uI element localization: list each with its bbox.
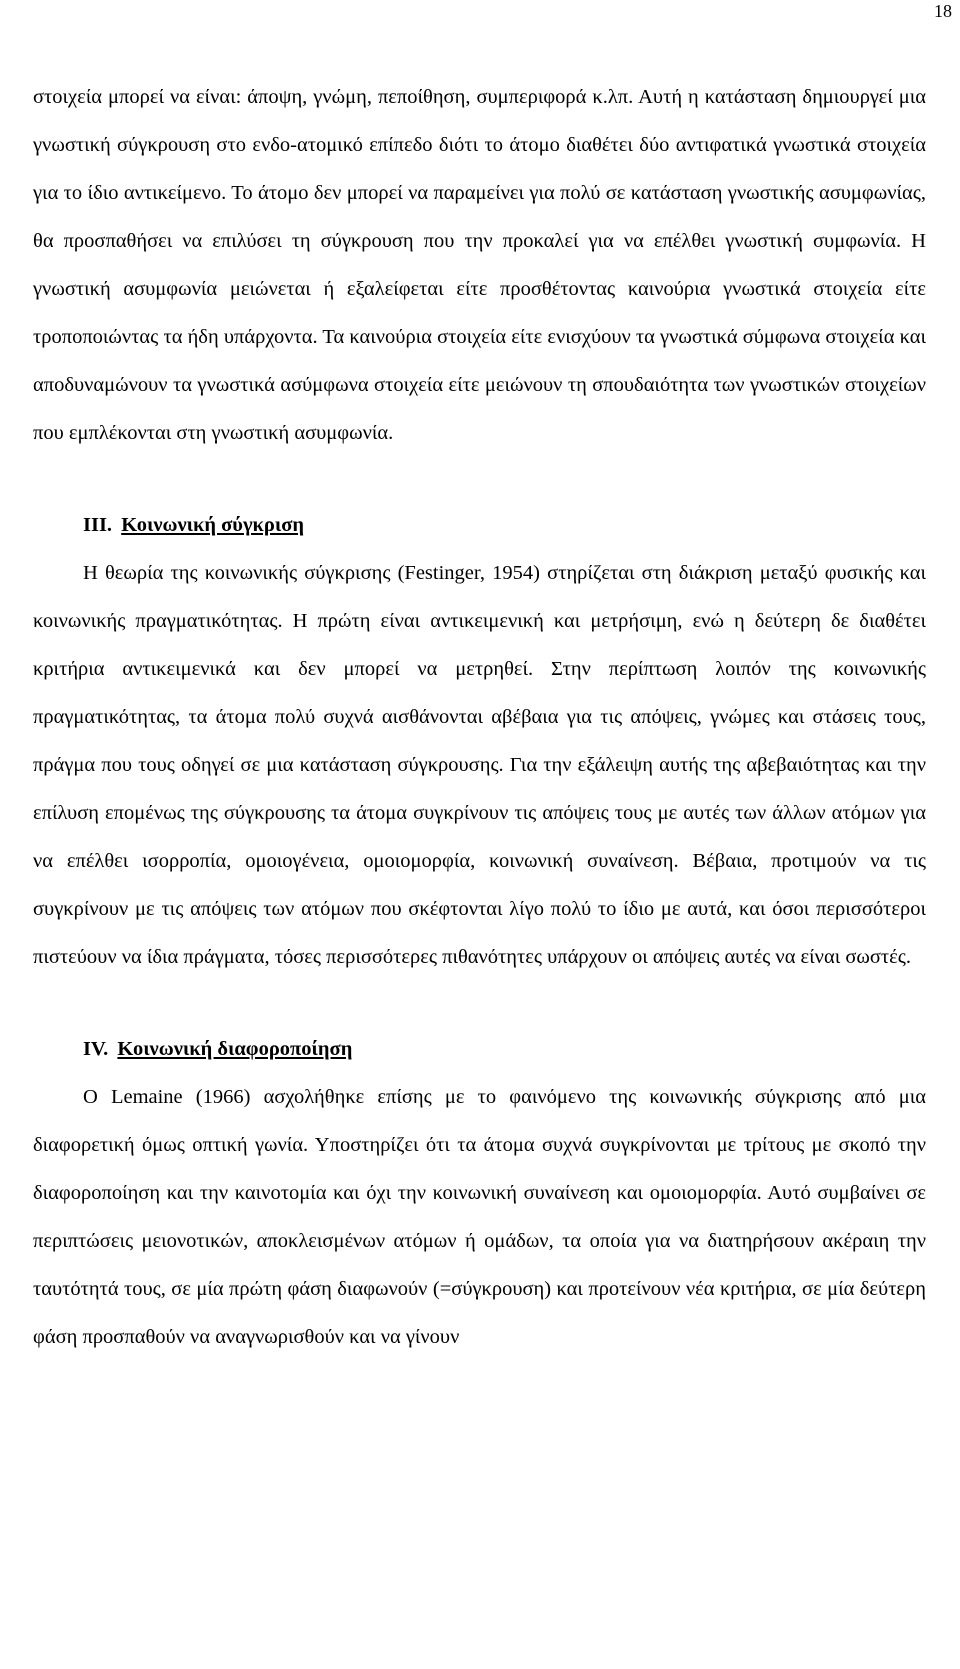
- document-body: [33, 73, 926, 1361]
- section-heading-social-comparison: [33, 501, 926, 549]
- section-heading-social-differentiation: [33, 1025, 926, 1073]
- page-number: 18: [934, 1, 952, 21]
- section-title: Κοινωνική σύγκριση: [121, 514, 305, 536]
- section-numeral: III.: [83, 514, 113, 536]
- paragraph-social-differentiation: Ο Lemaine (1966) ασχολήθηκε επίσης με το φαινόμενο της κοινωνικής σύγκρισης από μια διαφορετική όμως οπτική γωνία. Υποστηρίζει ότι τα άτομα συχνά συγκρίνονται με τρίτους με σκοπό την διαφοροποίηση και την καινοτομία και όχι την κοινωνική συναίνεση και ομοιομορφία. Αυτό συμβαίνει σε περιπτώσεις μειονοτικών, αποκλεισμένων ατόμων ή ομάδων, τα οποία για να διατηρήσουν ακέραιη την ταυτότητά τους, σε μία πρώτη φάση διαφωνούν (=σύγκρουση) και προτείνουν νέα κριτήρια, σε μία δεύτερη φάση προσπαθούν να αναγνωρισθούν και να γίνουν: [33, 1086, 926, 1348]
- paragraph-social-comparison: Η θεωρία της κοινωνικής σύγκρισης (Festinger, 1954) στηρίζεται στη διάκριση μεταξύ φυσικής και κοινωνικής πραγματικότητας. Η πρώτη είναι αντικειμενική και μετρήσιμη, ενώ η δεύτερη δε διαθέτει κριτήρια αντικειμενικά και δεν μπορεί να μετρηθεί. Στην περίπτωση λοιπόν της κοινωνικής πραγματικότητας, τα άτομα πολύ συχνά αισθάνονται αβέβαια για τις απόψεις, γνώμες και στάσεις τους, πράγμα που τους οδηγεί σε μια κατάσταση σύγκρουσης. Για την εξάλειψη αυτής της αβεβαιότητας και την επίλυση επομένως της σύγκρουσης τα άτομα συγκρίνουν τις απόψεις τους με αυτές των άλλων ατόμων για να επέλθει ισορροπία, ομοιογένεια, ομοιομορφία, κοινωνική συναίνεση. Βέβαια, προτιμούν να τις συγκρίνουν με τις απόψεις των ατόμων που σκέφτονται λίγο πολύ το ίδιο με αυτά, και όσοι περισσότεροι πιστεύουν να ίδια πράγματα, τόσες περισσότερες πιθανότητες υπάρχουν οι απόψεις αυτές να είναι σωστές.: [33, 562, 926, 968]
- section-numeral: IV.: [83, 1038, 109, 1060]
- paragraph-cognitive-dissonance: στοιχεία μπορεί να είναι: άποψη, γνώμη, πεποίθηση, συμπεριφορά κ.λπ. Αυτή η κατάσταση δημιουργεί μια γνωστική σύγκρουση στο ενδο-ατομικό επίπεδο διότι το άτομο διαθέτει δύο αντιφατικά γνωστικά στοιχεία για το ίδιο αντικείμενο. Το άτομο δεν μπορεί να παραμείνει για πολύ σε κατάσταση γνωστικής ασυμφωνίας, θα προσπαθήσει να επιλύσει τη σύγκρουση που την προκαλεί για να επέλθει γνωστική συμφωνία. Η γνωστική ασυμφωνία μειώνεται ή εξαλείφεται είτε προσθέτοντας καινούρια γνωστικά στοιχεία είτε τροποποιώντας τα ήδη υπάρχοντα. Τα καινούρια στοιχεία είτε ενισχύουν τα γνωστικά σύμφωνα στοιχεία και αποδυναμώνουν τα γνωστικά ασύμφωνα στοιχεία είτε μειώνουν τη σπουδαιότητα των γνωστικών στοιχείων που εμπλέκονται στη γνωστική ασυμφωνία.: [33, 86, 926, 444]
- section-title: Κοινωνική διαφοροποίηση: [117, 1038, 353, 1060]
